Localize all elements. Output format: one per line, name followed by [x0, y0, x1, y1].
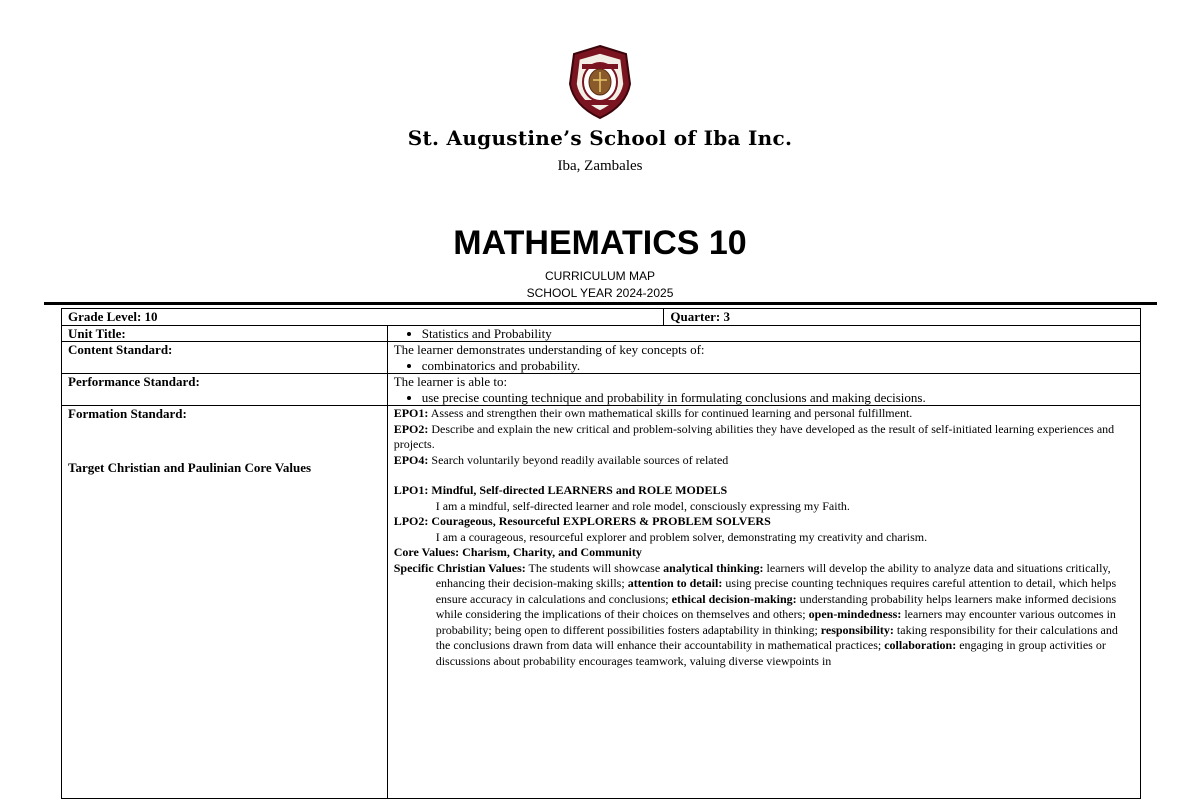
table-row-grade — [62, 309, 1141, 326]
lpo1-label: LPO1: Mindful, Self-directed LEARNERS and ROLE MODELS — [393, 483, 728, 497]
table-row-unit — [62, 325, 1141, 342]
epo2: EPO2: Describe and explain the new critical and problem-solving abilities they have developed as the result of self-initiated learning experiences and projects. — [393, 421, 1115, 451]
school-location: Iba, Zambales — [557, 158, 643, 174]
performance-intro: The learner is able to: — [393, 374, 508, 389]
epo1: EPO1: Assess and strengthen their own mathematical skills for continued learning and personal fulfillment. — [393, 406, 913, 420]
lpo2-label: LPO2: Courageous, Resourceful EXPLORERS & PROBLEM SOLVERS — [393, 514, 771, 528]
formation-content-cell — [387, 406, 1140, 799]
performance-standard-cell — [387, 374, 1140, 406]
specific-christian-values: Specific Christian Values: The students will showcase analytical thinking: learners will develop the ability to analyze data and situations critically, enhancing their decision-making skills; attention to detail: using precise counting techniques requires careful attention to detail, which helps ensure accuracy in calculations and conclusions; ethical decision-making: understanding probability helps learners make informed decisions while considering the implications of their choices on themselves and others; open-mindedness: learners may encounter various outcomes in probability; being open to different possibilities fosters adaptability in thinking; responsibility: taking responsibility for their calculations and the conclusions drawn from data will enhance their accountability in mathematical practices; collaboration: engaging in group activities or discussions about probability encourages teamwork, valuing diverse viewpoints in — [393, 560, 1118, 668]
unit-title-value: • Statistics and Probability — [422, 326, 1134, 342]
performance-standard-label: Performance Standard: — [62, 374, 388, 406]
quarter: Quarter: 3 — [664, 309, 1141, 326]
unit-title-cell — [387, 325, 1140, 342]
curriculum-table — [61, 308, 1141, 799]
performance-item: • use precise counting technique and probability in formulating conclusions and making decisions. — [422, 390, 1134, 406]
header-divider — [44, 302, 1157, 305]
formation-label-cell — [62, 406, 388, 799]
content-standard-cell — [387, 342, 1140, 374]
content-intro: The learner demonstrates understanding of key concepts of: — [393, 342, 705, 357]
lpo1-text: I am a mindful, self-directed learner and role model, consciously expressing my Faith. — [435, 498, 850, 513]
epo4: EPO4: Search voluntarily beyond readily available sources of related — [393, 452, 729, 467]
school-name: St. Augustine’s School of Iba Inc. — [407, 126, 793, 150]
table-row-formation — [62, 406, 1141, 799]
document-title: MATHEMATICS 10 — [453, 224, 747, 262]
formation-standard-label: Formation Standard: — [68, 406, 187, 421]
document-subtitle: CURRICULUM MAP — [544, 269, 655, 283]
table-row-performance — [62, 374, 1141, 406]
content-item: • combinatorics and probability. — [422, 358, 1134, 374]
grade-level: Grade Level: 10 — [62, 309, 664, 326]
school-year: SCHOOL YEAR 2024-2025 — [526, 286, 674, 300]
unit-title-label: Unit Title: — [62, 325, 388, 342]
core-values: Core Values: Charism, Charity, and Community — [393, 545, 642, 559]
core-values-label: Target Christian and Paulinian Core Values — [68, 459, 312, 475]
table-row-content — [62, 342, 1141, 374]
content-standard-label: Content Standard: — [62, 342, 388, 374]
school-logo — [566, 44, 634, 120]
lpo2-text: I am a courageous, resourceful explorer and problem solver, demonstrating my creativity and charism. — [435, 529, 928, 544]
